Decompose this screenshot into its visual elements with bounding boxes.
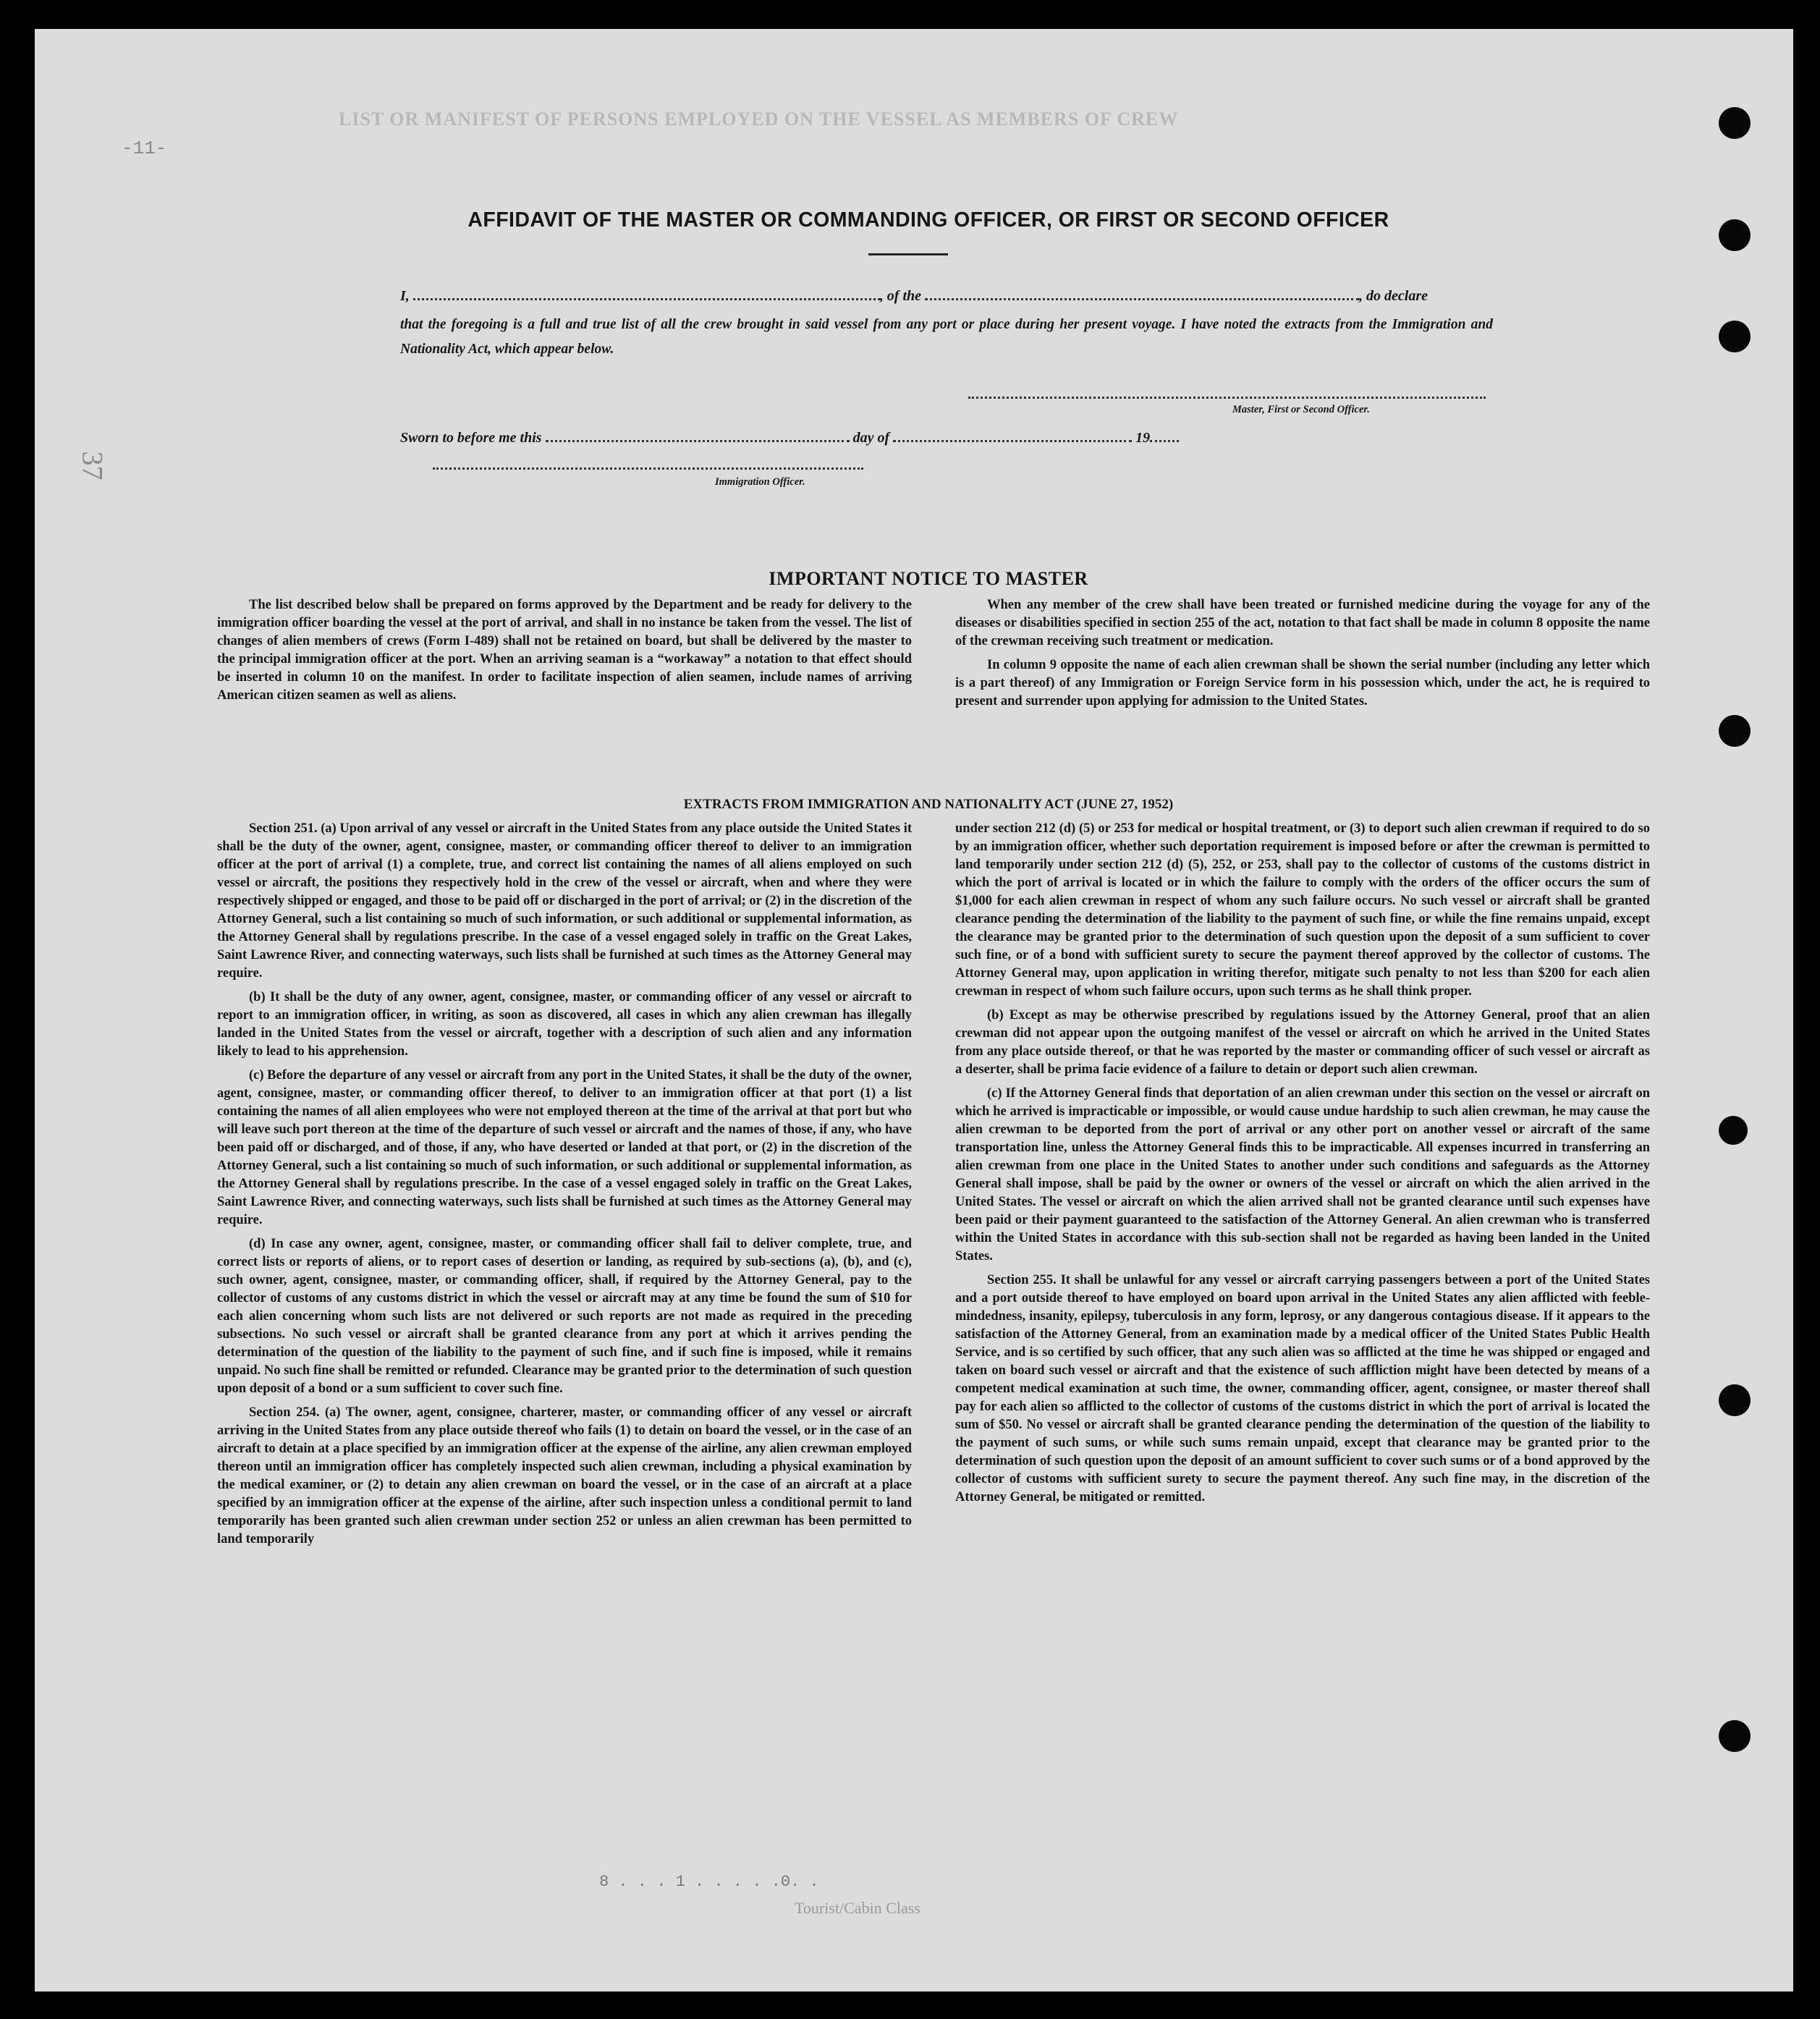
punch-hole xyxy=(1719,107,1751,139)
extracts-title: EXTRACTS FROM IMMIGRATION AND NATIONALITY ACT (JUNE 27, 1952) xyxy=(683,797,1174,812)
declaration-start: I, xyxy=(400,288,410,304)
notice-paragraph: When any member of the crew shall have been treated or furnished medicine during the voyage for any of the diseases or disabilities specified in section 255 of the act, notation to that fact shall be made in column 8 opposite the name of the crewman receiving such treatment or medication. xyxy=(955,598,1650,648)
punch-hole xyxy=(1719,321,1751,352)
officer-signature-line[interactable] xyxy=(433,465,863,470)
extract-paragraph: under section 212 (d) (5) or 253 for medical or hospital treatment, or (3) to deport such alien crewman if required to do so by an immigration officer, whether such deportation requirement is imposed before or after the crewman is permitted to land temporarily under section 212 (d) (5), 252, or 253, shall pay to the collector of customs of the customs district in which the port of arrival is located or in which the failure to comply with the orders of the officer occurs the sum of $1,000 for each alien crewman in respect of whom any such failure occurs. No such vessel or aircraft shall be granted clearance pending the determination of the liability to the payment of such fine, or while the fine remains unpaid, except the clearance may be granted prior to the determination of such question upon the deposit of a sum sufficient to cover such fine, or of a bond with sufficient surety to secure the payment thereof approved by the collector of customs. The Attorney General may, upon application in writing therefor, mitigate such penalty to not less than $200 for each alien crewman in respect of whom such failure occurs, upon such terms as he shall think proper. xyxy=(955,821,1650,999)
declaration-end: , do declare xyxy=(1359,288,1428,304)
notice-right-column xyxy=(955,596,1650,716)
extract-paragraph: Section 251. (a) Upon arrival of any vessel or aircraft in the United States from any place outside the United States it shall be the duty of the owner, agent, consignee, master, or commanding officer thereof to deliver to an immigration officer at the port of arrival (1) a complete, true, and correct list containing the names of all aliens employed on such vessel or aircraft, the positions they respectively hold in the crew of the vessel or aircraft, when and where they were respectively shipped or engaged, and those to be paid off or discharged in the port of arrival; or (2) in the discretion of the Attorney General, such a list containing so much of such information, or such additional or supplemental information, as the Attorney General shall by regulations prescribe. In the case of a vessel engaged solely in traffic on the Great Lakes, Saint Lawrence River, and connecting waterways, such lists shall be furnished at such times as the Attorney General may require. xyxy=(217,821,912,981)
sworn-day-label: day of xyxy=(852,430,890,446)
page-number: -11- xyxy=(122,137,167,159)
notice-left-column xyxy=(217,596,912,711)
punch-hole xyxy=(1719,715,1751,747)
extract-paragraph: Section 254. (a) The owner, agent, consignee, charterer, master, or commanding officer of any vessel or aircraft arriving in the United States from any place outside thereof who fails (1) to detain on board the vessel, or in the case of an aircraft to detain at a place specified by an immigration officer at the expense of the airline, any alien crewman employed thereon until an immigration officer has completely inspected such alien crewman, including a physical examination by the medical examiner, or (2) to detain any alien crewman on board the vessel, or in the case of an aircraft at a place specified by an immigration officer at the expense of the airline, after such inspection unless a conditional permit to land temporarily has been granted such alien crewman under section 252 or unless an alien crewman has been permitted to land temporarily xyxy=(217,1405,912,1546)
sworn-year-blank[interactable] xyxy=(1150,430,1179,442)
declaration-text: that the foregoing is a full and true list of all the crew brought in said vessel from any port or place during her present voyage. I have noted the extracts from the Immigration and Nationality Act, which appear below. xyxy=(400,317,1493,357)
bleed-through-header: LIST OR MANIFEST OF PERSONS EMPLOYED ON THE VESSEL AS MEMBERS OF CREW xyxy=(339,109,1179,130)
punch-hole xyxy=(1719,1720,1751,1752)
sworn-year-label: 19 xyxy=(1135,430,1151,446)
extract-paragraph: Section 255. It shall be unlawful for any vessel or aircraft carrying passengers between a port of the United States and a port outside thereof to have employed on board upon arrival in the United States any alien afflicted with feeble-mindedness, insanity, epilepsy, tuberculosis in any form, leprosy, or any dangerous contagious disease. If it appears to the satisfaction of the Attorney General, from an examination made by a medical officer of the United States Public Health Service, and is so certified by such officer, that any such alien was so afflicted at the time he was shipped or engaged and taken on board such vessel or aircraft and that the existence of such affliction might have been detected by means of a competent medical examination at such time, the owner, commanding officer, agent, consignee, or master thereof shall pay for each alien so afflicted to the collector of customs of the customs district in which the port of arrival is located the sum of $50. No vessel or aircraft shall be granted clearance pending the determination of the question of the liability to the payment of such sums, or while such sums remain unpaid, except that clearance may be granted prior to the determination of such question upon the deposit of an amount sufficient to cover such sums or of a bond approved by the collector of customs with sufficient surety to secure the payment thereof. Any such fine may, in the discretion of the Attorney General, be mitigated or remitted. xyxy=(955,1273,1650,1504)
side-number: 37 xyxy=(76,451,109,481)
master-signature-line[interactable] xyxy=(968,394,1486,399)
extracts-right-column xyxy=(955,820,1650,1512)
notice-paragraph: In column 9 opposite the name of each alien crewman shall be shown the serial number (including any letter which is a part thereof) of any Immigration or Foreign Service form in his possession which, under the act, he is required to present and surrender upon applying for admission to the United States. xyxy=(955,658,1650,708)
document-sheet xyxy=(35,29,1793,1992)
punch-hole xyxy=(1719,1384,1751,1416)
officer-caption: Immigration Officer. xyxy=(715,476,805,488)
sworn-month-blank[interactable] xyxy=(893,430,1132,442)
master-caption: Master, First or Second Officer. xyxy=(1232,404,1370,415)
extract-paragraph: (c) If the Attorney General finds that deportation of an alien crewman under this section on the vessel or aircraft on which he arrived is impracticable or impossible, or would cause undue hardship to such alien crewman, he may cause the alien crewman to be deported from the port of arrival or any other port on another vessel or aircraft of the same transportation line, unless the Attorney General finds this to be impracticable. All expenses incurred in transferring an alien crewman from one place in the United States to another under such conditions and safeguards as the Attorney General shall impose, shall be paid by the owner or owners of the vessel or aircraft on which the alien arrived in the United States. The vessel or aircraft on which the alien arrived shall not be granted clearance until such expenses have been paid or their payment guaranteed to the satisfaction of the Attorney General. An alien crewman who is transferred within the United States in accordance with this sub-section shall not be regarded as having been landed in the United States. xyxy=(955,1086,1650,1264)
bottom-bleed-through: Tourist/Cabin Class xyxy=(795,1899,920,1917)
extract-paragraph: (b) It shall be the duty of any owner, agent, consignee, master, or commanding officer of any vessel or aircraft to report to an immigration officer, in writing, as soon as discovered, all cases in which any alien crewman has illegally landed in the United States from the vessel or aircraft, together with a description of such alien and any information likely to lead to his apprehension. xyxy=(217,990,912,1059)
declaration-mid: , of the xyxy=(879,288,922,304)
vessel-blank[interactable] xyxy=(925,288,1359,300)
bottom-code: 8 . . . 1 . . . . .0. . xyxy=(599,1873,819,1891)
affidavit-title: AFFIDAVIT OF THE MASTER OR COMMANDING OFFICER, OR FIRST OR SECOND OFFICER xyxy=(467,208,1389,232)
notice-paragraph: The list described below shall be prepared on forms approved by the Department and be ready for delivery to the immigration officer boarding the vessel at the port of arrival, and shall in no instance be taken from the vessel. The list of changes of alien members of crews (Form I-489) shall not be retained on board, but shall be delivered by the master to the principal immigration officer at the port. When an arriving seaman is a “workaway” a notation to that effect should be inserted in column 10 on the manifest. In order to facilitate inspection of alien seamen, include names of arriving American citizen seamen as well as aliens. xyxy=(217,598,912,703)
sworn-prefix: Sworn to before me this xyxy=(400,430,542,446)
punch-hole xyxy=(1719,219,1751,251)
name-blank[interactable] xyxy=(413,288,880,300)
extract-paragraph: (c) Before the departure of any vessel or aircraft from any port in the United States, it shall be the duty of the owner, agent, consignee, master, or commanding officer thereof, to deliver to an immigration officer at that port (1) a list containing the names of all alien employees who were not employed thereon at the time of the arrival at that port but who will leave such port thereon at the time of the departure of such vessel or aircraft and the names of those, if any, who have been paid off or discharged, and of those, if any, who have deserted or landed at that port, or (2) in the discretion of the Attorney General, such a list containing so much of such information, or such additional or supplemental information, as the Attorney General shall by regulations prescribe. In the case of a vessel engaged solely in traffic on the Great Lakes, Saint Lawrence River, and connecting waterways, such lists shall be furnished at such times as the Attorney General may require. xyxy=(217,1068,912,1227)
punch-hole xyxy=(1719,1116,1748,1145)
sworn-line xyxy=(400,430,1179,446)
sworn-day-blank[interactable] xyxy=(546,430,850,442)
extract-paragraph: (b) Except as may be otherwise prescribed by regulations issued by the Attorney General, proof that an alien crewman did not appear upon the outgoing manifest of the vessel or aircraft on which he arrived in the United States from any place outside thereof, or that he was reported by the master or commanding officer of such vessel or aircraft as a deserter, shall be prima facie evidence of a failure to detain or deport such alien crewman. xyxy=(955,1008,1650,1077)
extracts-left-column xyxy=(217,820,912,1554)
title-rule xyxy=(868,253,948,255)
notice-title: IMPORTANT NOTICE TO MASTER xyxy=(769,568,1088,589)
extract-paragraph: (d) In case any owner, agent, consignee, master, or commanding officer shall fail to deliver complete, true, and correct lists or reports of aliens, or to report cases of desertion or landing, as required by sub-sections (a), (b), and (c), such owner, agent, consignee, master, or commanding officer, shall, if required by the Attorney General, pay to the collector of customs of any customs district in which the vessel or aircraft may at any time be found the sum of $10 for each alien concerning whom such lists are not delivered or such reports are not made as required in the preceding subsections. No such vessel or aircraft shall be granted clearance from any port at which it arrives pending the determination of the question of the liability to the payment of such fine, and if such fine is imposed, while it remains unpaid. No such fine shall be remitted or refunded. Clearance may be granted prior to the determination of such question upon deposit of a bond or a sum sufficient to cover such fine. xyxy=(217,1237,912,1396)
declaration-line xyxy=(400,288,1493,305)
